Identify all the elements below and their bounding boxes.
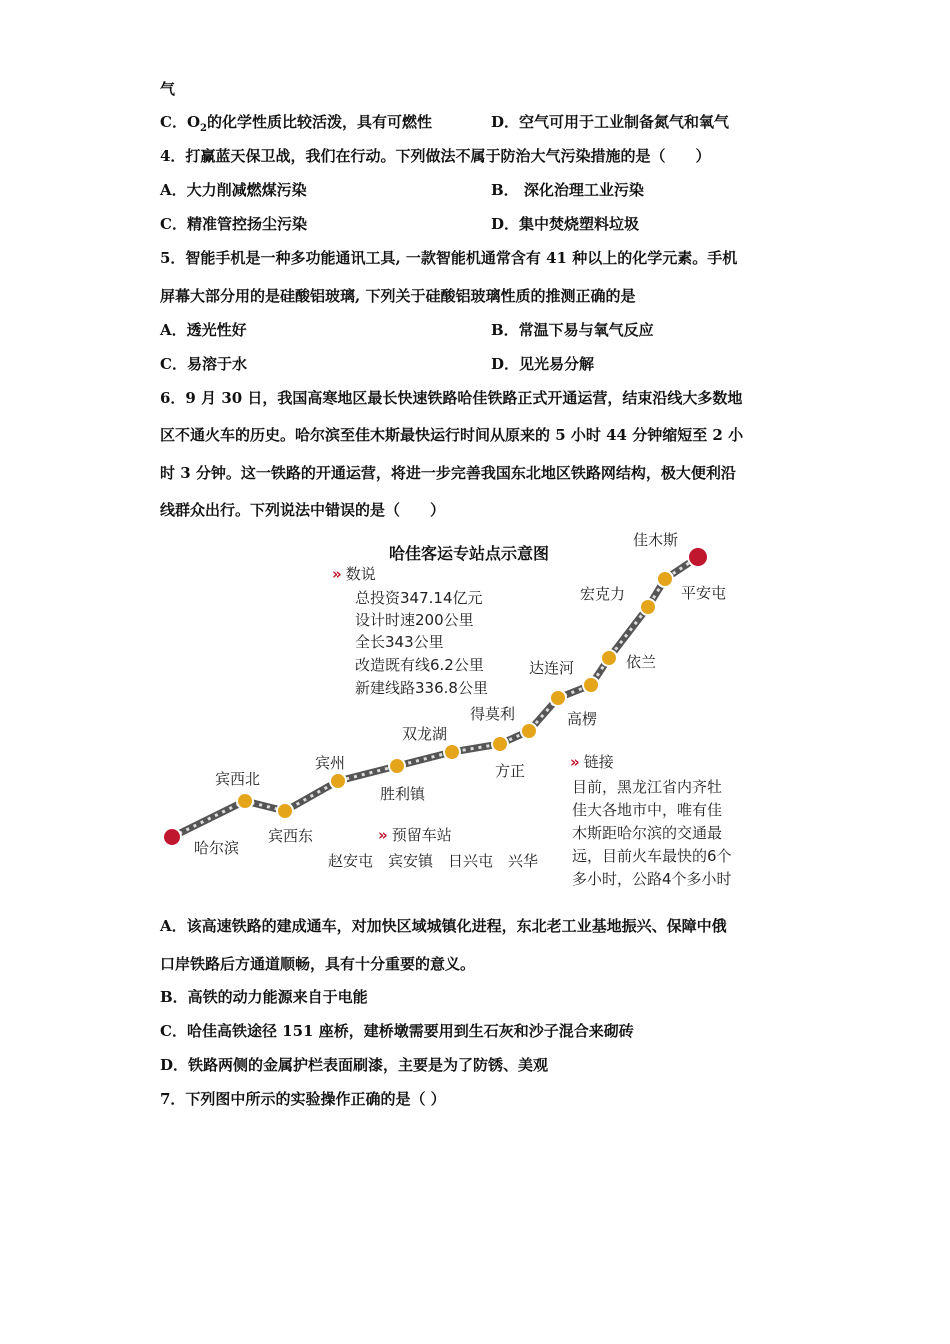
question-6-line-4: 线群众出行。下列说法中错误的是（ ）: [160, 501, 446, 519]
text-line-top: 气: [160, 80, 176, 98]
station-label-binxibei: 宾西北: [215, 770, 261, 788]
question-5-line-2: 屏幕大部分用的是硅酸铝玻璃, 下列关于硅酸铝玻璃性质的推测正确的是: [160, 287, 636, 305]
question-7: 7．下列图中所示的实验操作正确的是（ ）: [160, 1090, 446, 1108]
reserve-section-heading: » 预留车站: [378, 826, 452, 844]
station-label-demoli: 得莫利: [470, 705, 516, 723]
option-b-q6: B．高铁的动力能源来自于电能: [160, 988, 368, 1006]
station-label-hongli: 宏克力: [580, 585, 626, 603]
option-c-q3: C．$O_2$的化学性质比较活泼，具有可燃性: [160, 113, 432, 134]
station-dot-binzhou: [330, 773, 346, 789]
station-label-binxidong: 宾西东: [268, 827, 314, 845]
double-chevron-icon: »: [332, 565, 342, 583]
option-c-q6: C．哈佳高铁途径 151 座桥，建桥墩需要用到生石灰和沙子混合来砌砖: [160, 1022, 634, 1040]
link-text-line: 目前，黑龙江省内齐牡: [572, 778, 723, 796]
station-dot-pinganzhen: [657, 571, 673, 587]
station-label-fangzheng: 方正: [495, 762, 526, 780]
link-text-line: 远，目前火车最快的6个: [572, 847, 732, 865]
option-b-q5: B．常温下易与氧气反应: [491, 321, 654, 339]
link-text-line: 多小时，公路4个多小时: [572, 870, 732, 888]
station-label-binzhou: 宾州: [315, 754, 346, 772]
station-dot-binxibei: [237, 793, 253, 809]
link-text-line: 佳大各地市中，唯有佳: [572, 801, 723, 819]
option-c-q4: C．精准管控扬尘污染: [160, 215, 307, 233]
double-chevron-icon: »: [570, 753, 580, 771]
question-6-line-1: 6．9 月 30 日，我国高寒地区最长快速铁路哈佳铁路正式开通运营，结束沿线大多数地: [160, 389, 743, 407]
station-dot-binxidong: [277, 803, 293, 819]
option-a-q4: A．大力削减燃煤污染: [160, 181, 307, 199]
option-a-q5: A．透光性好: [160, 321, 247, 339]
station-dot-jiamusi: [688, 547, 708, 567]
station-dot-harbin: [163, 828, 181, 846]
station-label-harbin: 哈尔滨: [194, 839, 240, 857]
station-label-shuanglonghu: 双龙湖: [402, 725, 448, 743]
link-section-heading: » 链接: [570, 753, 614, 771]
station-label-jiamusi: 佳木斯: [633, 531, 679, 549]
station-dot-fangzheng: [492, 736, 508, 752]
station-label-pinganzhen: 平安屯: [681, 584, 727, 602]
reserve-station-list: 赵安屯 宾安镇 日兴屯 兴华: [328, 852, 539, 870]
option-d-q3: D．空气可用于工业制备氮气和氧气: [491, 113, 730, 131]
option-b-q4: B． 深化治理工业污染: [491, 181, 644, 199]
data-item: 新建线路336.8公里: [355, 679, 488, 697]
data-item: 总投资347.14亿元: [355, 589, 483, 607]
option-d-q4: D．集中焚烧塑料垃圾: [491, 215, 640, 233]
station-label-yilan: 依兰: [626, 653, 657, 671]
option-d-q6: D．铁路两侧的金属护栏表面刷漆，主要是为了防锈、美观: [160, 1056, 549, 1074]
link-text-line: 木斯距哈尔滨的交通最: [572, 824, 723, 842]
data-section-heading: » 数说: [332, 565, 376, 583]
option-c-q5: C．易溶于水: [160, 355, 247, 373]
station-dot-dalianhe: [583, 677, 599, 693]
question-5-line-1: 5．智能手机是一种多功能通讯工具, 一款智能机通常含有 41 种以上的化学元素。手机: [160, 249, 738, 267]
data-item: 设计时速200公里: [355, 611, 474, 629]
station-dot-gaoleng: [550, 690, 566, 706]
data-item: 全长343公里: [355, 633, 444, 651]
double-chevron-icon: »: [378, 826, 388, 844]
station-label-shenglizhen: 胜利镇: [380, 785, 426, 803]
station-dot-yilan: [601, 650, 617, 666]
station-dot-demoli: [521, 723, 537, 739]
station-label-dalianhe: 达连河: [529, 659, 575, 677]
station-dot-shuanglonghu: [444, 744, 460, 760]
question-4: 4．打赢蓝天保卫战，我们在行动。下列做法不属于防治大气污染措施的是（ ）: [160, 147, 711, 165]
question-6-line-2: 区不通火车的历史。哈尔滨至佳木斯最快运行时间从原来的 5 小时 44 分钟缩短至 2 小: [160, 426, 744, 444]
option-a-q6-line-2: 口岸铁路后方通道顺畅，具有十分重要的意义。: [160, 955, 476, 973]
station-dot-hongli: [640, 599, 656, 615]
station-dot-shenglizhen: [389, 758, 405, 774]
option-d-q5: D．见光易分解: [491, 355, 595, 373]
railway-map: [160, 525, 780, 895]
option-a-q6-line-1: A．该高速铁路的建成通车，对加快区域城镇化进程，东北老工业基地振兴、保障中俄: [160, 917, 727, 935]
map-title: 哈佳客运专站点示意图: [389, 544, 550, 563]
data-item: 改造既有线6.2公里: [355, 656, 484, 674]
question-6-line-3: 时 3 分钟。这一铁路的开通运营，将进一步完善我国东北地区铁路网结构，极大便利沿: [160, 464, 736, 482]
station-label-gaoleng: 高楞: [567, 710, 598, 728]
